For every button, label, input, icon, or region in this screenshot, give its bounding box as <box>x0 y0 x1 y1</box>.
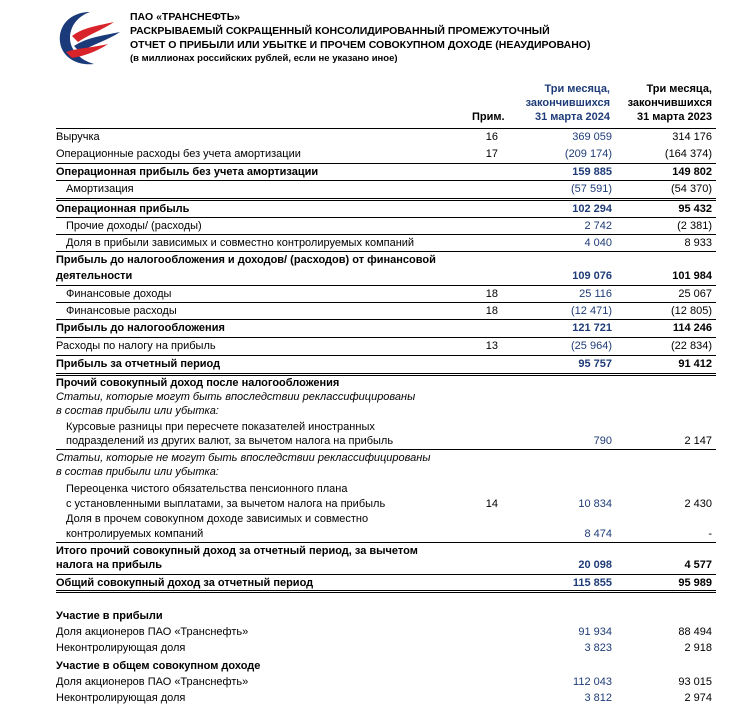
row-value-2024: 159 885 <box>572 166 612 178</box>
row-label: Участие в общем совокупном доходе <box>56 660 261 672</box>
row-value-2024: 25 116 <box>579 288 612 300</box>
row-label: Общий совокупный доход за отчетный период <box>56 577 314 589</box>
table-divider <box>56 217 716 218</box>
table-divider <box>56 542 716 543</box>
row-label: с установленными выплатами, за вычетом налога на прибыль <box>66 498 386 510</box>
row-label: подразделений из других валют, за вычетом налога на прибыль <box>66 435 394 447</box>
company-name: ПАО «ТРАНСНЕФТЬ» <box>130 11 241 23</box>
row-value-2023: 101 984 <box>672 270 712 282</box>
note-column-header: Прим. <box>472 111 505 123</box>
report-header <box>130 10 730 65</box>
row-value-2023: (22 834) <box>671 340 712 352</box>
row-label: Финансовые доходы <box>66 288 172 300</box>
table-divider <box>56 375 716 376</box>
row-value-2024: (57 591) <box>571 183 612 195</box>
row-value-2024: 4 040 <box>584 237 612 249</box>
cur-period-header-2: закончившихся <box>525 97 610 109</box>
table-divider <box>56 373 716 374</box>
row-label: Прочие доходы/ (расходы) <box>66 220 202 232</box>
row-value-2023: (2 381) <box>677 220 712 232</box>
row-label: Статьи, которые не могут быть впоследствии реклассифицированы <box>56 452 431 464</box>
row-value-2024: (25 964) <box>571 340 612 352</box>
row-value-2023: 8 933 <box>684 237 712 249</box>
row-label: в состав прибыли или убытка: <box>56 405 219 417</box>
row-value-2023: 2 918 <box>684 642 712 654</box>
cur-period-header-3: 31 марта 2024 <box>534 111 610 123</box>
report-units-note: (в миллионах российских рублей, если не указано иное) <box>130 53 398 64</box>
row-label: в состав прибыли или убытка: <box>56 466 219 478</box>
prev-period-header-1: Три месяца, <box>646 83 712 95</box>
row-label: Переоценка чистого обязательства пенсионного плана <box>66 483 348 495</box>
row-label: Доля в прибыли зависимых и совместно контролируемых компаний <box>66 237 415 249</box>
transneft-logo <box>56 8 126 73</box>
row-note: 18 <box>485 305 498 317</box>
column-headers <box>0 82 740 128</box>
row-value-2024: 2 742 <box>584 220 612 232</box>
row-note: 14 <box>485 498 498 510</box>
row-note: 16 <box>485 131 498 143</box>
prev-period-header-3: 31 марта 2023 <box>636 111 712 123</box>
row-label: Операционная прибыль без учета амортизации <box>56 166 319 178</box>
table-divider <box>56 574 716 575</box>
row-value-2023: 95 432 <box>678 203 712 215</box>
prev-period-header-2: закончившихся <box>627 97 712 109</box>
table-divider <box>56 302 716 303</box>
row-value-2023: 25 067 <box>678 288 712 300</box>
table-divider <box>56 355 716 356</box>
row-label: Участие в прибыли <box>56 610 163 622</box>
row-value-2024: (12 471) <box>571 305 612 317</box>
row-value-2023: 95 989 <box>678 577 712 589</box>
row-label: Итого прочий совокупный доход за отчетный период, за вычетом <box>56 545 418 557</box>
row-value-2024: 112 043 <box>573 676 612 688</box>
table-divider <box>56 592 716 593</box>
row-value-2024: 369 059 <box>572 131 612 143</box>
row-label: Доля в прочем совокупном доходе зависимых и совместно <box>66 513 369 525</box>
row-value-2024: 10 834 <box>578 498 612 510</box>
row-label: Статьи, которые могут быть впоследствии реклассифицированы <box>56 391 416 403</box>
row-value-2023: 93 015 <box>678 676 712 688</box>
table-divider <box>56 449 716 450</box>
row-value-2024: 20 098 <box>578 559 612 571</box>
table-divider <box>56 337 716 338</box>
row-value-2023: (12 805) <box>671 305 712 317</box>
row-label: Операционные расходы без учета амортизации <box>56 148 301 160</box>
row-value-2024: (209 174) <box>564 148 612 160</box>
row-value-2023: 314 176 <box>672 131 712 143</box>
row-value-2024: 115 855 <box>572 577 612 589</box>
row-label: Курсовые разницы при пересчете показателей иностранных <box>66 421 375 433</box>
report-title-line-1: РАСКРЫВАЕМЫЙ СОКРАЩЕННЫЙ КОНСОЛИДИРОВАННЫЙ ПРОМЕЖУТОЧНЫЙ <box>130 25 550 37</box>
row-value-2024: 102 294 <box>572 203 612 215</box>
row-value-2024: 95 757 <box>578 358 612 370</box>
row-value-2024: 109 076 <box>572 270 612 282</box>
table-divider <box>56 180 716 181</box>
row-label: Прибыль за отчетный период <box>56 358 221 370</box>
row-value-2023: 88 494 <box>678 626 712 638</box>
table-divider <box>56 285 716 286</box>
row-value-2023: 114 246 <box>672 322 712 334</box>
row-value-2024: 121 721 <box>572 322 612 334</box>
row-note: 13 <box>485 340 498 352</box>
row-value-2023: (54 370) <box>671 183 712 195</box>
row-label: Расходы по налогу на прибыль <box>56 340 216 352</box>
row-value-2024: 8 474 <box>584 528 612 540</box>
table-divider <box>56 319 716 320</box>
table-divider <box>56 590 716 591</box>
row-note: 18 <box>485 288 498 300</box>
table-divider <box>56 234 716 235</box>
table-divider <box>56 198 716 199</box>
row-label: Амортизация <box>66 183 134 195</box>
row-value-2023: 4 577 <box>684 559 712 571</box>
report-title-line-2: ОТЧЕТ О ПРИБЫЛИ ИЛИ УБЫТКЕ И ПРОЧЕМ СОВОКУПНОМ ДОХОДЕ (НЕАУДИРОВАНО) <box>130 39 591 51</box>
row-label: Прочий совокупный доход после налогообложения <box>56 377 340 389</box>
row-value-2023: 2 430 <box>684 498 712 510</box>
row-value-2024: 91 934 <box>578 626 612 638</box>
row-label: Прибыль до налогообложения <box>56 322 225 334</box>
row-label: Выручка <box>56 131 100 143</box>
row-note: 17 <box>485 148 498 160</box>
row-label: контролируемых компаний <box>66 528 204 540</box>
row-label: Доля акционеров ПАО «Транснефть» <box>56 626 249 638</box>
row-value-2024: 3 823 <box>584 642 612 654</box>
row-label: Неконтролирующая доля <box>56 692 186 704</box>
row-value-2024: 790 <box>593 435 612 447</box>
row-value-2023: 91 412 <box>678 358 712 370</box>
table-divider <box>56 163 716 164</box>
table-divider <box>56 128 716 129</box>
row-label: деятельности <box>56 270 133 282</box>
row-label: Доля акционеров ПАО «Транснефть» <box>56 676 249 688</box>
row-label: Финансовые расходы <box>66 305 177 317</box>
row-value-2023: 2 974 <box>684 692 712 704</box>
row-label: Прибыль до налогообложения и доходов/ (расходов) от финансовой <box>56 254 436 266</box>
cur-period-header-1: Три месяца, <box>544 83 610 95</box>
row-label: Операционная прибыль <box>56 203 190 215</box>
row-value-2023: - <box>708 528 712 540</box>
row-label: налога на прибыль <box>56 559 162 571</box>
table-divider <box>56 251 716 252</box>
row-value-2023: 149 802 <box>672 166 712 178</box>
row-value-2023: (164 374) <box>664 148 712 160</box>
table-divider <box>56 200 716 201</box>
row-value-2024: 3 812 <box>584 692 612 704</box>
row-label: Неконтролирующая доля <box>56 642 186 654</box>
row-value-2023: 2 147 <box>684 435 712 447</box>
